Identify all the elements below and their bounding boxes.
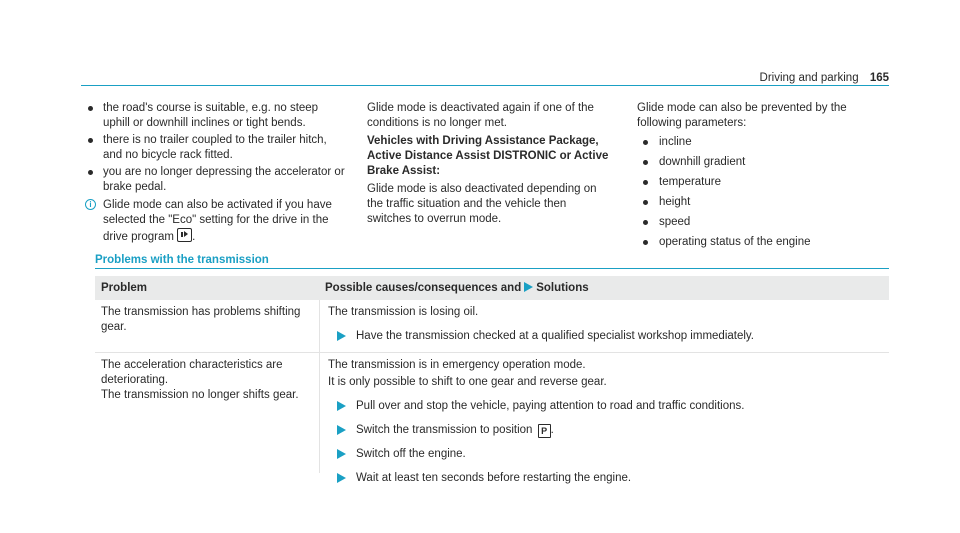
list-item: height bbox=[637, 195, 892, 210]
list-item: the road's course is suitable, e.g. no steep uphill or downhill inclines or tight bends. bbox=[85, 101, 347, 131]
paragraph: Glide mode can also be prevented by the following parameters: bbox=[637, 102, 847, 129]
parameters-list bbox=[637, 135, 892, 250]
list-item: you are no longer depressing the accelerator or brake pedal. bbox=[85, 165, 347, 195]
column-header-causes: Possible causes/consequences and Solutions bbox=[325, 281, 589, 294]
solution-step: Wait at least ten seconds before restarting the engine. bbox=[328, 471, 881, 486]
list-item: there is no trailer coupled to the trailer hitch, and no bicycle rack fitted. bbox=[85, 133, 347, 163]
drive-program-icon bbox=[177, 228, 192, 242]
problem-cell: The acceleration characteristics are deteriorating. The transmission no longer shifts gear. bbox=[95, 353, 320, 473]
paragraph: Glide mode is deactivated again if one of the conditions is no longer met. bbox=[367, 102, 594, 129]
table-header bbox=[95, 276, 889, 300]
solution-step: Have the transmission checked at a qualified specialist workshop immediately. bbox=[328, 329, 881, 344]
arrow-icon bbox=[337, 473, 346, 483]
paragraph: Glide mode is also deactivated depending on the traffic situation and the vehicle then switches to overrun mode. bbox=[367, 183, 597, 225]
solution-step: Switch the transmission to position P . bbox=[328, 423, 881, 438]
subheading: Vehicles with Driving Assistance Package, Active Distance Assist DISTRONIC or Active Brake Assist: bbox=[367, 135, 609, 177]
section-rule bbox=[95, 268, 889, 269]
problem-cell: The transmission has problems shifting gear. bbox=[95, 300, 320, 352]
solution-cell: The transmission is losing oil. Have the transmission checked at a qualified specialist workshop immediately. bbox=[320, 300, 889, 352]
info-note bbox=[85, 198, 347, 245]
info-icon: i bbox=[85, 199, 96, 210]
column-right bbox=[637, 101, 892, 255]
section-title: Problems with the transmission bbox=[95, 254, 269, 266]
list-item: operating status of the engine bbox=[637, 235, 892, 250]
conditions-list bbox=[85, 101, 347, 195]
bullet-icon bbox=[88, 106, 93, 111]
list-item: downhill gradient bbox=[637, 155, 892, 170]
column-left bbox=[85, 101, 347, 245]
solution-step: Switch off the engine. bbox=[328, 447, 881, 462]
bullet-icon bbox=[88, 138, 93, 143]
list-item: temperature bbox=[637, 175, 892, 190]
solution-cell: The transmission is in emergency operation mode. It is only possible to shift to one gear and reverse gear. Pull over and stop the vehicle, paying attention to road and traffic conditions. Switch the transmission to position P . Switch off the engine. Wait at least ten seconds before restarting the engine. bbox=[320, 353, 889, 473]
arrow-icon bbox=[337, 425, 346, 435]
note-end: . bbox=[192, 231, 196, 243]
arrow-icon bbox=[337, 449, 346, 459]
table-row bbox=[95, 300, 889, 353]
arrow-icon bbox=[337, 331, 346, 341]
solution-step: Pull over and stop the vehicle, paying attention to road and traffic conditions. bbox=[328, 399, 881, 414]
arrow-icon bbox=[524, 282, 533, 292]
bullet-icon bbox=[88, 170, 93, 175]
bullet-icon bbox=[643, 240, 648, 245]
bullet-icon bbox=[643, 140, 648, 145]
bullet-icon bbox=[643, 220, 648, 225]
arrow-icon bbox=[337, 401, 346, 411]
table-row bbox=[95, 353, 889, 484]
note-text: Glide mode can also be activated if you have selected the "Eco" setting for the drive in the drive program bbox=[103, 199, 332, 243]
bullet-icon bbox=[643, 160, 648, 165]
park-position-icon: P bbox=[538, 424, 551, 438]
page-number: 165 bbox=[869, 72, 889, 84]
bullet-icon bbox=[643, 200, 648, 205]
column-header-problem: Problem bbox=[101, 281, 148, 294]
bullet-icon bbox=[643, 180, 648, 185]
header-title: Driving and parking bbox=[759, 72, 859, 84]
header-rule bbox=[81, 85, 889, 86]
problems-table bbox=[95, 276, 889, 484]
page-header bbox=[760, 71, 889, 86]
list-item: speed bbox=[637, 215, 892, 230]
list-item: incline bbox=[637, 135, 892, 150]
column-middle bbox=[367, 101, 612, 227]
